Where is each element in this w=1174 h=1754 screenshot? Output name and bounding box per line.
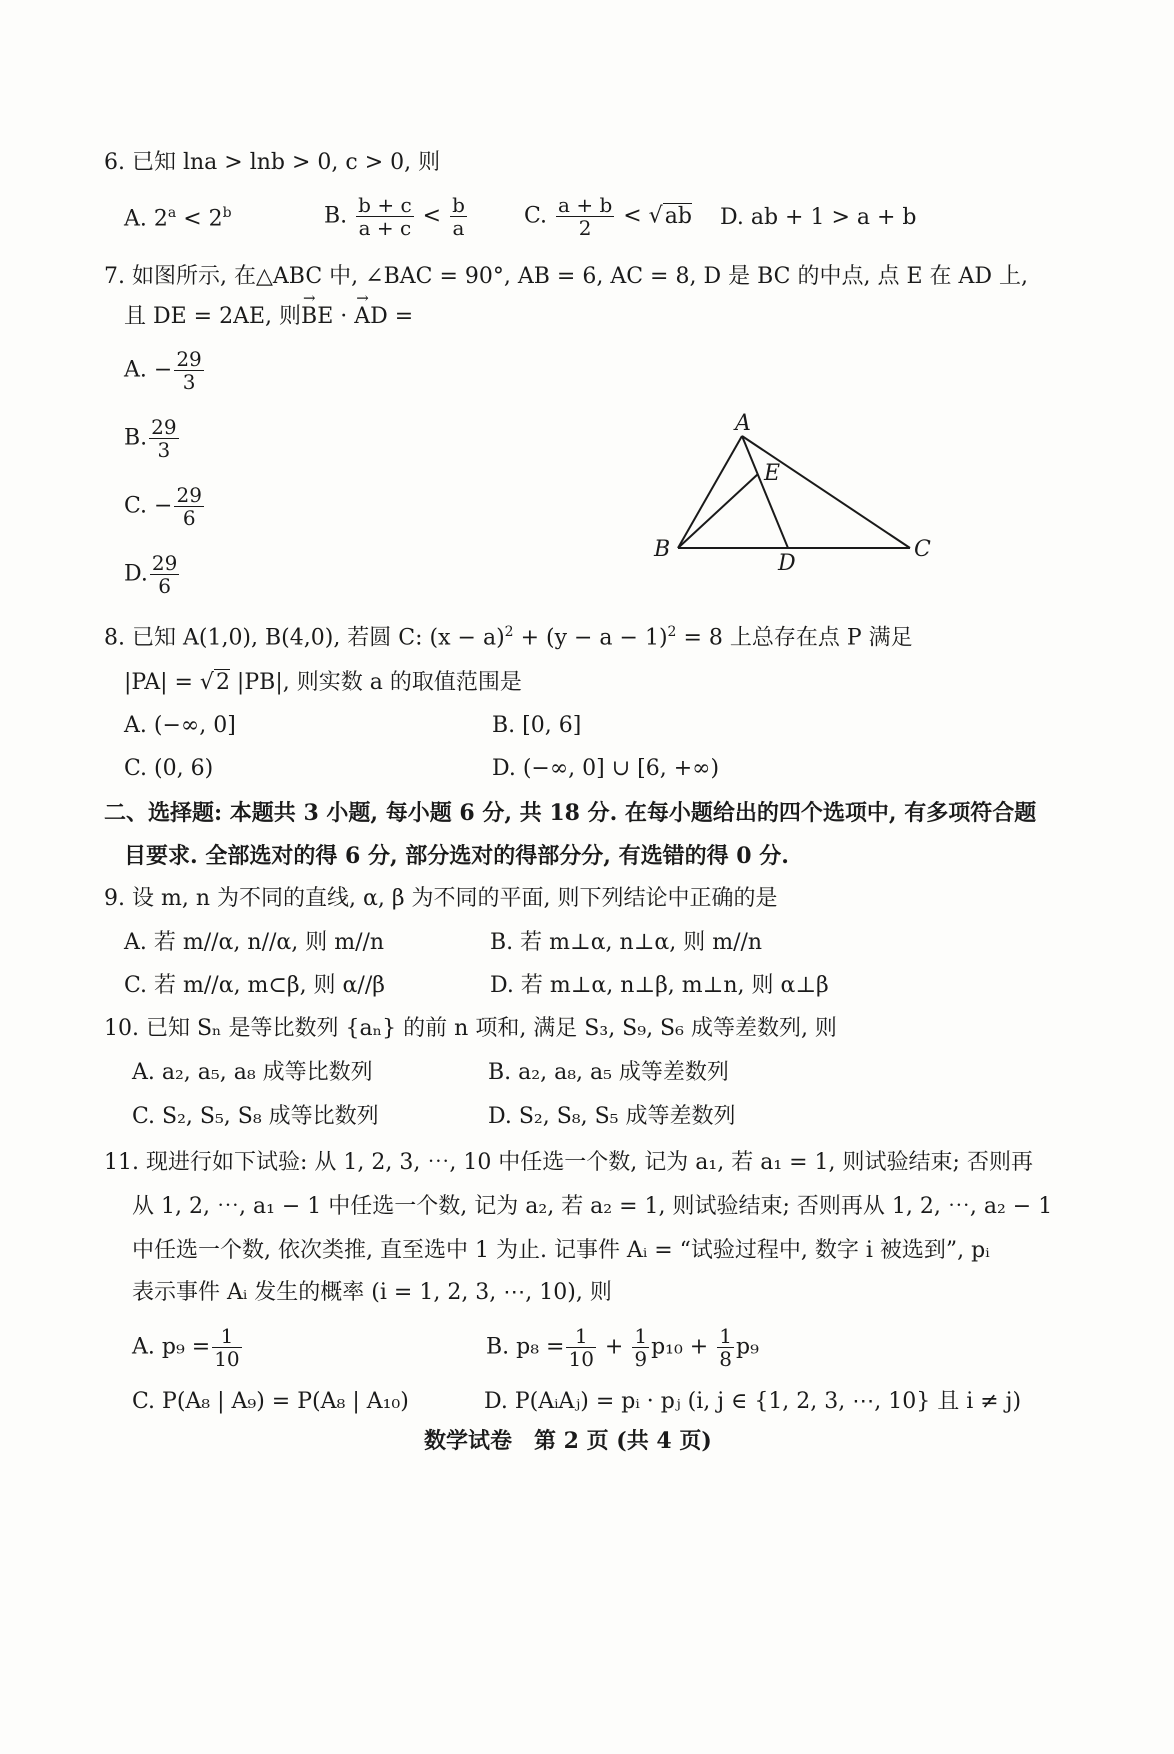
q8-option-c: C. (0, 6) (124, 756, 214, 781)
q7-option-b: B. $\frac{29}{3}$ (124, 415, 177, 462)
q6-option-b: B. $\frac{b + c}{a + c}$ < $\frac{b}{a}$ (324, 193, 465, 240)
label-d: D (778, 551, 796, 576)
q8-option-b: B. [0, 6] (492, 713, 582, 738)
q11-stem-line2: 从 1, 2, ⋯, a₁ − 1 中任选一个数, 记为 a₂, 若 a₂ = 1, 则试验结束; 否则再从 1, 2, ⋯, a₂ − 1 (132, 1194, 1053, 1219)
q9-option-c: C. 若 m//α, m⊂β, 则 α//β (124, 973, 385, 998)
q9-option-b: B. 若 m⊥α, n⊥α, 则 m//n (490, 930, 763, 955)
q10-option-a: A. a₂, a₅, a₈ 成等比数列 (132, 1060, 373, 1085)
side-ab (678, 436, 742, 548)
q8-stem-line2: |PA| = √2 |PB|, 则实数 a 的取值范围是 (124, 670, 522, 695)
q11-option-c: C. P(A₈ | A₉) = P(A₈ | A₁₀) (132, 1389, 409, 1414)
page-footer: 数学试卷 第 2 页 (共 4 页) (424, 1428, 712, 1454)
q8-option-d: D. (−∞, 0] ∪ [6, +∞) (492, 756, 720, 781)
q8-option-a: A. (−∞, 0] (124, 713, 236, 738)
q7-stem-line2: 且 DE = 2AE, 则→ BE · → AD = (124, 304, 413, 330)
q11-stem-line4: 表示事件 Aᵢ 发生的概率 (i = 1, 2, 3, ⋯, 10), 则 (132, 1280, 612, 1305)
section2-heading-line2: 目要求. 全部选对的得 6 分, 部分选对的得部分分, 有选错的得 0 分. (124, 843, 789, 869)
triangle-figure (640, 410, 960, 590)
vector-be: → BE (301, 304, 333, 330)
label-b: B (654, 537, 671, 562)
q7-option-c: C. − $\frac{29}{6}$ (124, 483, 202, 530)
segment-be (678, 474, 758, 548)
q11-option-d: D. P(AᵢAⱼ) = pᵢ · pⱼ (i, j ∈ {1, 2, 3, ⋯, 10} 且 i ≠ j) (484, 1389, 1022, 1414)
section2-heading-line1: 二、选择题: 本题共 3 小题, 每小题 6 分, 共 18 分. 在每小题给出的四个选项中, 有多项符合题 (104, 800, 1037, 826)
q8-stem-line1: 8. 已知 A(1,0), B(4,0), 若圆 C: $(x - a)^2 + (y - a - 1)^2 = 8$ 上总存在点 P 满足 (104, 624, 913, 651)
q7-option-d: D. $\frac{29}{6}$ (124, 551, 178, 598)
side-ac (742, 436, 910, 548)
median-ad (742, 436, 788, 548)
label-a: A (735, 411, 751, 436)
q6-option-d: D. ab + 1 > a + b (720, 205, 917, 230)
q6-option-a: A. $2^a < 2^b$ (124, 205, 232, 232)
q10-option-b: B. a₂, a₈, a₅ 成等差数列 (488, 1060, 729, 1085)
q11-option-b: B. p₈ = $\frac{1}{10}$ + $\frac{1}{9}$ p₁₀ + $\frac{1}{8}$ p₉ (486, 1324, 759, 1371)
q6-option-c: C. $\frac{a + b}{2}$ < √ab (524, 193, 692, 240)
q11-stem-line1: 11. 现进行如下试验: 从 1, 2, 3, ⋯, 10 中任选一个数, 记为 a₁, 若 a₁ = 1, 则试验结束; 否则再 (104, 1150, 1033, 1175)
label-c: C (914, 537, 931, 562)
q7-stem-line1: 7. 如图所示, 在△ABC 中, ∠BAC = 90°, AB = 6, AC = 8, D 是 BC 的中点, 点 E 在 AD 上, (104, 264, 1029, 289)
label-e: E (764, 461, 781, 486)
q11-option-a: A. p₉ = $\frac{1}{10}$ (132, 1324, 240, 1371)
q10-option-c: C. S₂, S₅, S₈ 成等比数列 (132, 1104, 379, 1129)
q10-option-d: D. S₂, S₈, S₅ 成等差数列 (488, 1104, 736, 1129)
q7-option-a: A. − $\frac{29}{3}$ (124, 347, 202, 394)
q6-stem: 6. 已知 lna > lnb > 0, c > 0, 则 (104, 150, 441, 175)
q11-stem-line3: 中任选一个数, 依次类推, 直至选中 1 为止. 记事件 Aᵢ = “试验过程中, 数字 i 被选到”, pᵢ (132, 1238, 990, 1263)
q10-stem: 10. 已知 Sₙ 是等比数列 {aₙ} 的前 n 项和, 满足 S₃, S₉, S₆ 成等差数列, 则 (104, 1016, 837, 1041)
q9-option-a: A. 若 m//α, n//α, 则 m//n (124, 930, 385, 955)
vector-ad: → AD (354, 304, 388, 330)
q9-stem: 9. 设 m, n 为不同的直线, α, β 为不同的平面, 则下列结论中正确的是 (104, 886, 778, 911)
q9-option-d: D. 若 m⊥α, n⊥β, m⊥n, 则 α⊥β (490, 973, 829, 998)
